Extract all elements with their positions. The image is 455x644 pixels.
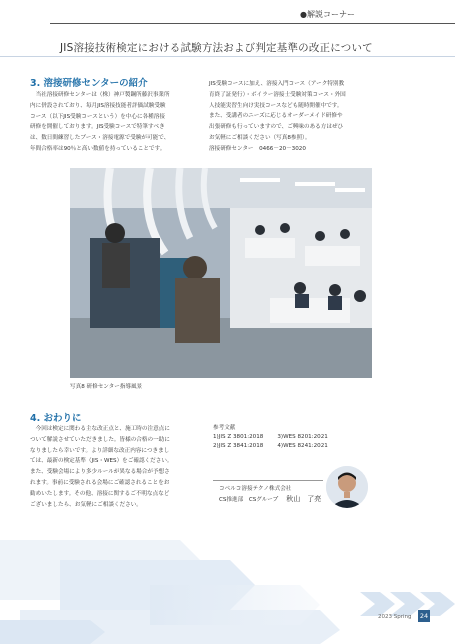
section3-heading: 3. 溶接研修センターの紹介	[30, 78, 148, 89]
section3-left-paragraph	[30, 90, 170, 155]
text-line: また、受験会場により多少ルールが異なる場合が予想さ	[30, 469, 170, 476]
phone-line: 溶接研修センター 0466－20－3020	[209, 145, 306, 152]
section4-paragraph	[30, 424, 173, 510]
text-line: お気軽にご相談ください（写真8参照）。	[209, 134, 311, 141]
text-line: 当社溶接研修センターは（株）神戸製鋼所藤沢事業所	[30, 92, 170, 98]
author-name: 秋山 了亮	[286, 494, 322, 503]
avatar	[326, 466, 368, 508]
reference-item: 4)WES 8241:2021	[277, 443, 328, 449]
text-line: 年間合格率は90％と高い数値を持っていることです。	[30, 145, 166, 152]
section4-heading: 4. おわりに	[30, 413, 82, 424]
text-line: 勧めいたします。その他、溶接に関するご不明な点など	[30, 490, 170, 497]
section3-right-paragraph	[209, 79, 346, 155]
text-line: ついて解説させていただきました。皆様の合格の一助に	[30, 436, 170, 443]
text-line: 出張研修も行っていますので、ご興味のある方はぜひ	[209, 124, 344, 131]
text-line: ございましたら、お気軽にご相談ください。	[30, 501, 142, 508]
department: CS推進部 CSグループ	[219, 496, 279, 503]
contact-divider	[213, 480, 323, 481]
reference-row	[213, 442, 328, 451]
text-line: は、数日間練習したブース・溶接電源で受験が可能で、	[30, 135, 170, 142]
text-line: 育終了証発行）・ボイラー溶接士受験対策コース・外国	[209, 91, 346, 98]
page-number: 24	[419, 612, 429, 620]
training-room-illustration	[70, 168, 372, 378]
author-portrait-icon	[326, 466, 368, 508]
decorative-chevron-background	[0, 500, 455, 644]
text-line: 人技能実習生向け実技コースなども随時開催中です。	[209, 102, 343, 109]
training-photo	[70, 168, 372, 378]
text-line: JIS受験コースに加え、溶接入門コース（アーク特別教	[209, 81, 345, 87]
issue-label: 2023 Spring	[378, 614, 412, 620]
reference-row	[213, 433, 328, 442]
reference-item: 3)WES 8201:2021	[277, 434, 328, 440]
photo-caption: 写真8 研修センター指導風景	[70, 384, 143, 390]
text-line: コース（以下JIS受験コースという）を中心に各種溶接	[30, 113, 165, 120]
references-title: 参考文献	[213, 425, 236, 431]
text-line: 内に併設されており、毎月JIS溶接技能者評価試験受験	[30, 102, 166, 109]
text-line: ては、最新の検定基準（JIS・WES）をご確認ください。	[30, 458, 173, 465]
reference-item: 2)JIS Z 3841:2018	[213, 443, 264, 449]
top-rule	[50, 23, 455, 24]
reference-item: 1)JIS Z 3801:2018	[213, 434, 264, 440]
text-line: また、受講者のニーズに応じるオーダーメイド研修や	[209, 113, 343, 120]
page-title: JIS溶接技術検定における試験方法および判定基準の改正について	[60, 42, 373, 54]
text-line: なりましたら幸いです。より詳細な改正内容につきまし	[30, 447, 170, 454]
header-divider	[0, 56, 455, 57]
section-tag: ●解説コーナー	[300, 10, 355, 19]
author-contact	[219, 485, 321, 505]
company-name: コベルコ溶接テクノ株式会社	[219, 486, 292, 492]
text-line: れます。事前に受験される会場にご確認されることをお	[30, 479, 170, 486]
references	[213, 424, 328, 451]
text-line: 研修を開催しております。JIS受験コースで特筆すべき	[30, 124, 165, 131]
text-line: 今回は検定に関わる主な改正点と、施工時の注意点に	[30, 426, 170, 432]
